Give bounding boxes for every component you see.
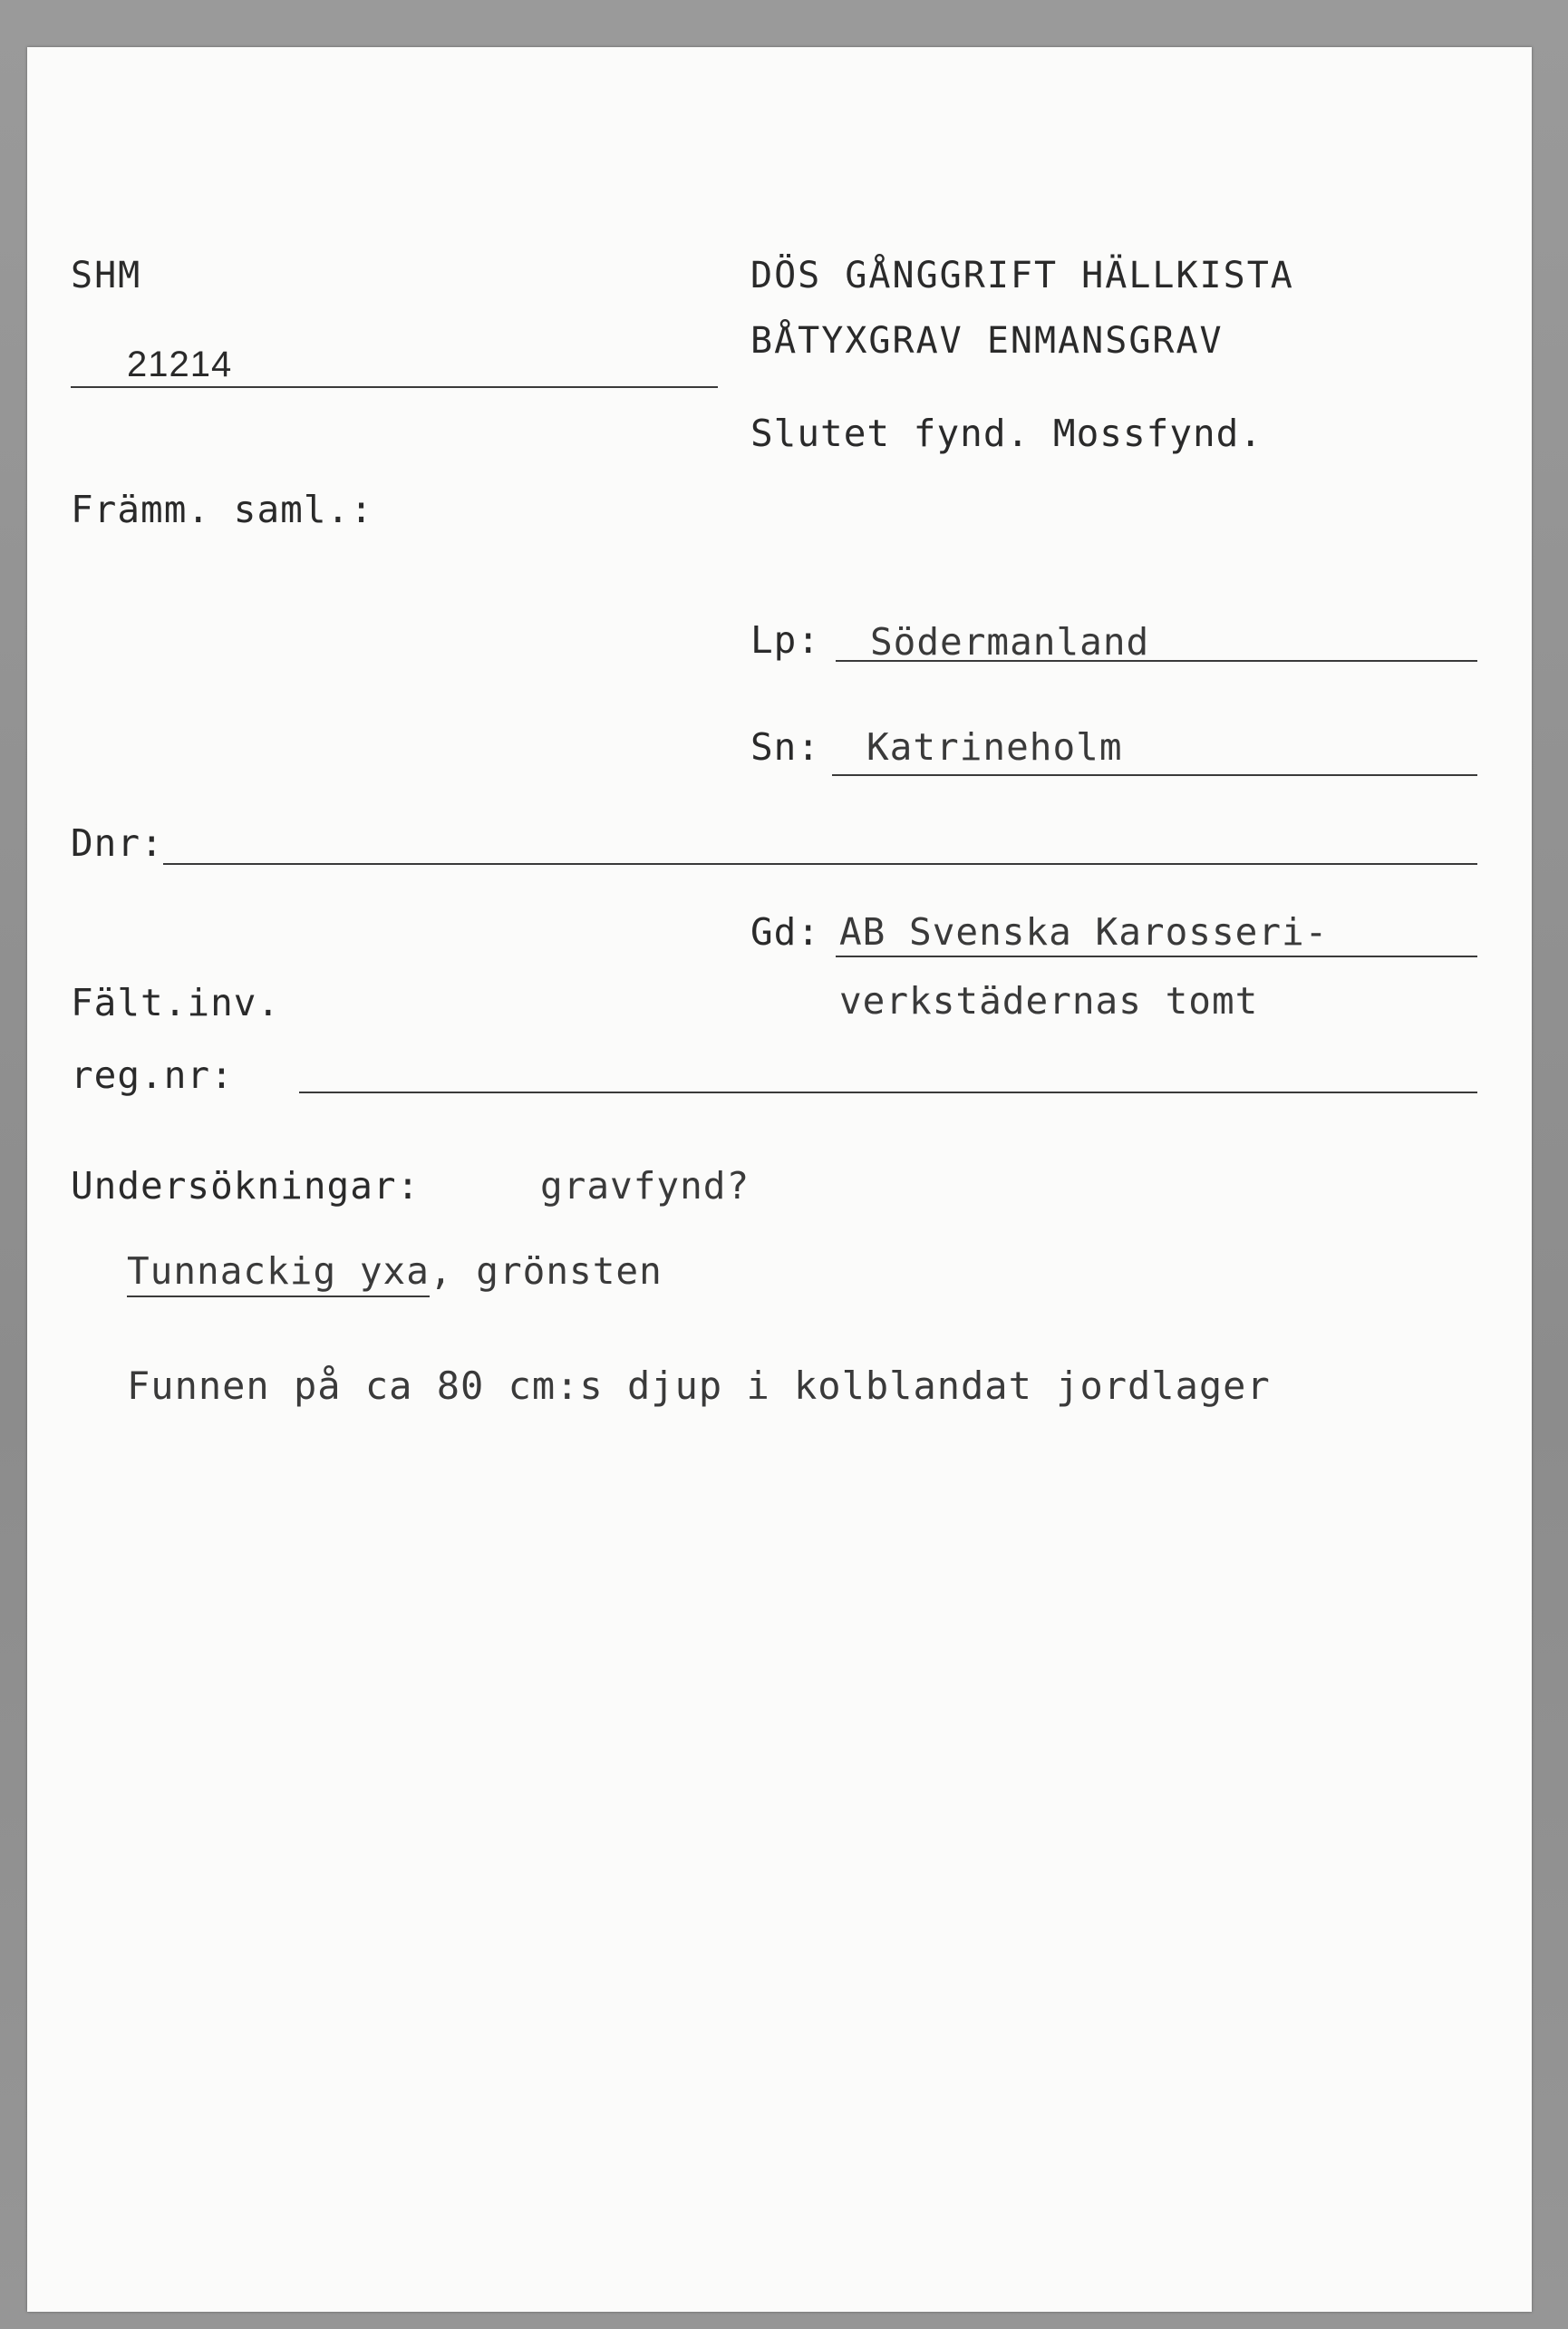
foreign-collection-label: Främm. saml.: xyxy=(71,488,373,531)
falt-inv-label: Fält.inv. xyxy=(71,981,281,1024)
landskap-value: Södermanland xyxy=(870,620,1150,664)
museum-code: SHM xyxy=(71,255,142,296)
catalog-card xyxy=(27,47,1532,2312)
gard-underline xyxy=(836,956,1477,957)
catalog-number-underline xyxy=(71,386,718,388)
socken-value: Katrineholm xyxy=(866,725,1123,769)
investigations-label: Undersökningar: xyxy=(71,1164,421,1208)
investigations-value: gravfynd? xyxy=(540,1164,750,1208)
find-note: Funnen på ca 80 cm:s djup i kolblandat jordlager xyxy=(127,1363,1271,1408)
dnr-underline xyxy=(163,863,1477,865)
dnr-label: Dnr: xyxy=(71,821,164,865)
socken-label: Sn: xyxy=(750,725,821,769)
gard-label: Gd: xyxy=(750,910,821,954)
grave-categories-line1: DÖS GÅNGGRIFT HÄLLKISTA xyxy=(750,255,1294,296)
object-material: , grönsten xyxy=(429,1249,663,1293)
landskap-underline xyxy=(836,660,1477,662)
gard-value-line1: AB Svenska Karosseri- xyxy=(839,910,1329,954)
object-name: Tunnackig yxa xyxy=(127,1249,430,1297)
grave-categories-line2: BÅTYXGRAV ENMANSGRAV xyxy=(750,320,1224,362)
landskap-label: Lp: xyxy=(750,618,821,662)
socken-underline xyxy=(832,774,1477,776)
reg-nr-underline xyxy=(299,1092,1477,1093)
catalog-number: 21214 xyxy=(127,344,233,384)
object-description xyxy=(127,1249,663,1293)
reg-nr-label: reg.nr: xyxy=(71,1053,234,1097)
gard-value-line2: verkstädernas tomt xyxy=(839,979,1259,1023)
find-types: Slutet fynd. Mossfynd. xyxy=(750,412,1263,455)
